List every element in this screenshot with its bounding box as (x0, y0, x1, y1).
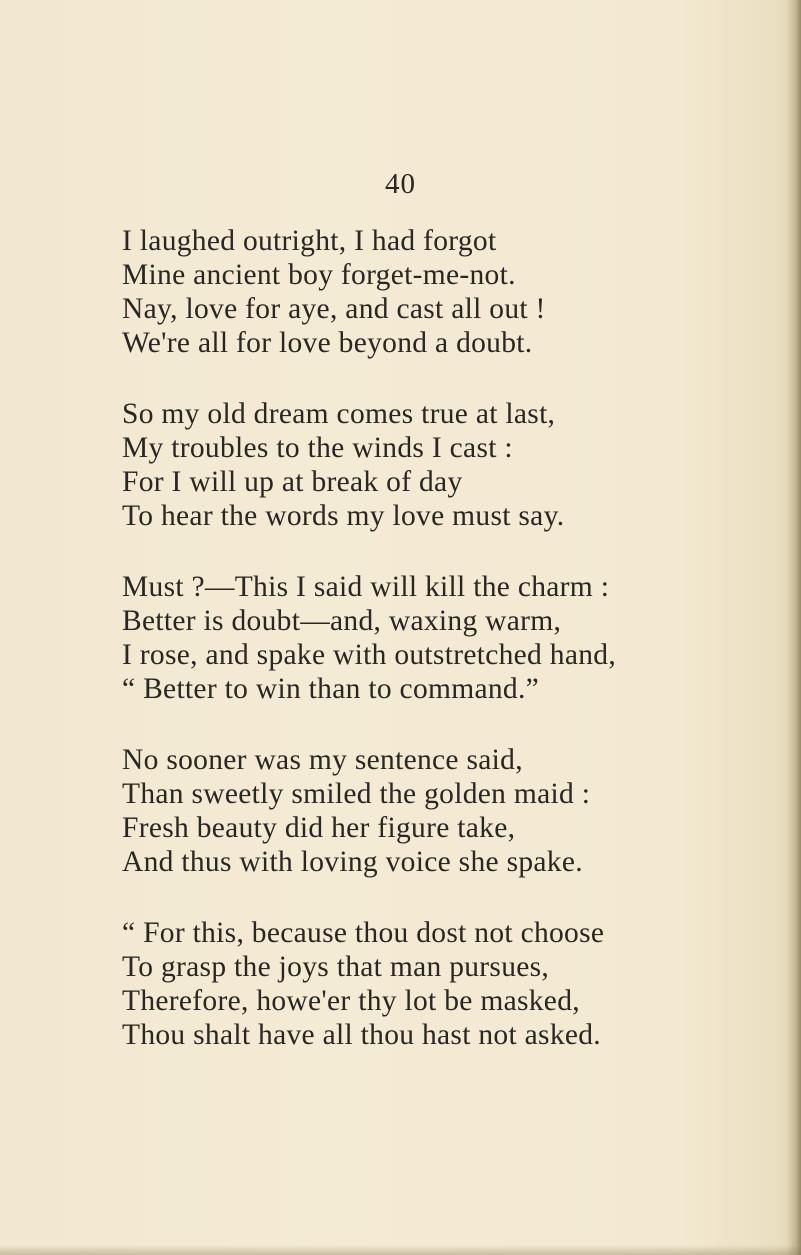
poem-line: Therefore, howe'er thy lot be masked, (122, 985, 580, 1017)
poem-line: Than sweetly smiled the golden maid : (122, 778, 591, 810)
stanza (122, 743, 762, 879)
poem-line: I rose, and spake with outstretched hand, (122, 639, 616, 671)
poem-line: And thus with loving voice she spake. (122, 846, 583, 878)
poem (122, 224, 762, 1089)
poem-line: Thou shalt have all thou hast not asked. (122, 1019, 601, 1051)
stanza (122, 397, 762, 533)
poem-line: “ For this, because thou dost not choose (122, 917, 605, 949)
poem-line: My troubles to the winds I cast : (122, 432, 513, 464)
poem-line: Must ?—This I said will kill the charm : (122, 571, 610, 603)
poem-line: “ Better to win than to command.” (122, 673, 540, 705)
stanza (122, 916, 762, 1052)
poem-line: We're all for love beyond a doubt. (122, 327, 533, 359)
stanza (122, 224, 762, 360)
page-number: 40 (385, 168, 416, 200)
poem-line: I laughed outright, I had forgot (122, 225, 497, 257)
poem-line: Nay, love for aye, and cast all out ! (122, 293, 546, 325)
page-bottom-shadow (0, 1245, 801, 1255)
poem-line: To hear the words my love must say. (122, 500, 565, 532)
poem-line: Better is doubt—and, waxing warm, (122, 605, 562, 637)
poem-line: For I will up at break of day (122, 466, 463, 498)
poem-line: Fresh beauty did her figure take, (122, 812, 516, 844)
poem-line: So my old dream comes true at last, (122, 398, 556, 430)
poem-line: To grasp the joys that man pursues, (122, 951, 550, 983)
poem-line: No sooner was my sentence said, (122, 744, 523, 776)
stanza (122, 570, 762, 706)
poem-line: Mine ancient boy forget-me-not. (122, 259, 516, 291)
